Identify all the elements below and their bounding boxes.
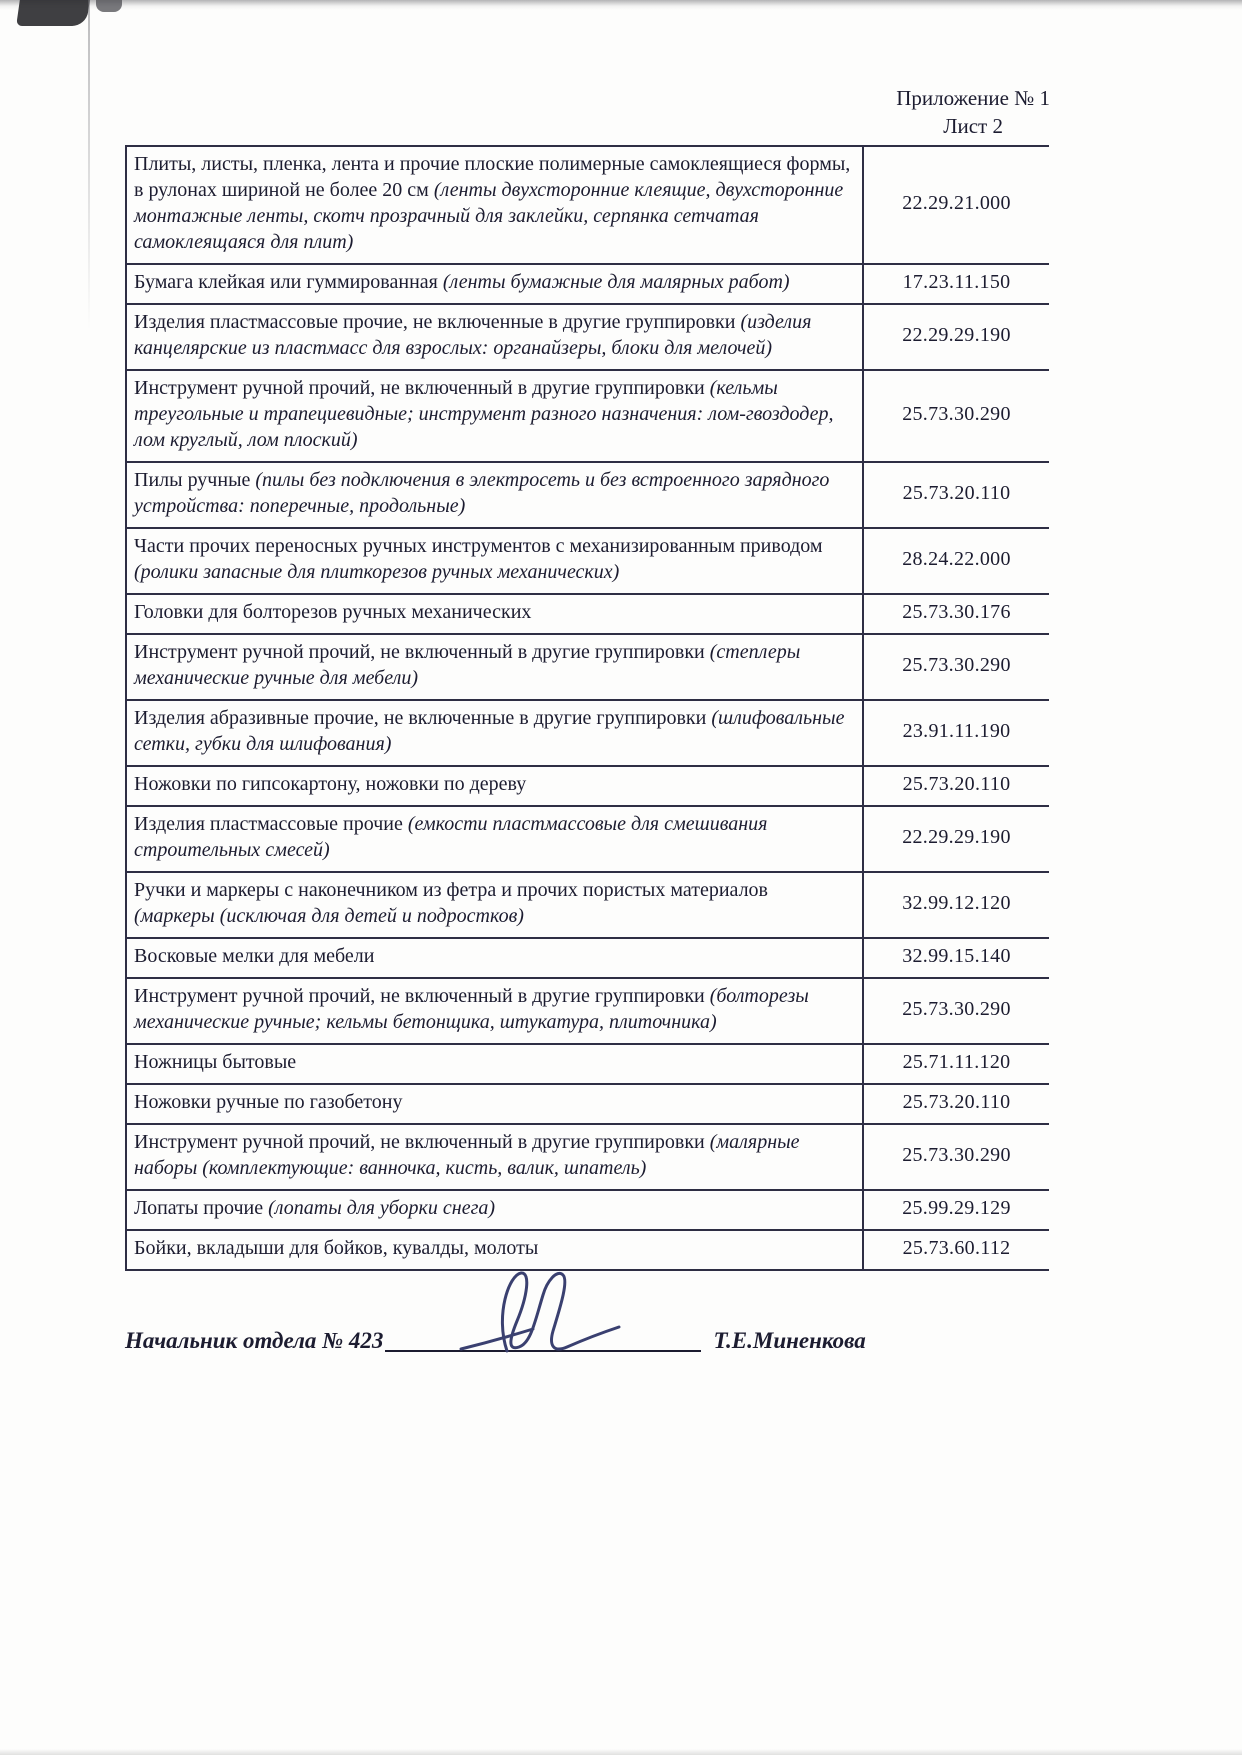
description-italic-note: (болторезы механические ручные; кельмы бетонщика, штукатура, плиточника): [134, 985, 809, 1033]
item-description: [126, 700, 863, 766]
item-description: [126, 872, 863, 938]
item-description: [126, 304, 863, 370]
okpd-code: 28.24.22.000: [863, 528, 1049, 594]
sheet-label: Лист 2: [943, 114, 1003, 138]
table-row: [126, 370, 1049, 462]
signer-name: Т.Е.Миненкова: [713, 1328, 866, 1353]
okpd-code: 25.73.30.290: [863, 370, 1049, 462]
description-italic-note: (шлифовальные сетки, губки для шлифования): [134, 707, 845, 755]
item-description: [126, 806, 863, 872]
okpd-code: 17.23.11.150: [863, 264, 1049, 304]
table-row: [126, 766, 1049, 806]
table-row: [126, 700, 1049, 766]
table-row: [126, 1124, 1049, 1190]
table-row: [126, 634, 1049, 700]
signer-title: Начальник отдела № 423: [125, 1328, 384, 1353]
description-text: Восковые мелки для мебели: [134, 945, 375, 967]
table-body: [126, 146, 1049, 1270]
table-row: [126, 978, 1049, 1044]
item-description: [126, 938, 863, 978]
table-row: [126, 1190, 1049, 1230]
item-description: [126, 1190, 863, 1230]
table-row: [126, 462, 1049, 528]
description-text: Инструмент ручной прочий, не включенный в другие группировки: [134, 641, 710, 663]
scan-artifact-blob: [96, 0, 122, 12]
description-text: Плиты, листы, пленка, лента и прочие плоские полимерные самоклеящиеся формы, в рулонах шириной не более 20 см: [134, 153, 851, 201]
item-description: [126, 528, 863, 594]
signature-block: [125, 1322, 866, 1354]
table-row: [126, 594, 1049, 634]
appendix-label: Приложение № 1: [896, 86, 1050, 110]
description-text: Ножницы бытовые: [134, 1051, 297, 1073]
okpd-code: 25.73.60.112: [863, 1230, 1049, 1270]
description-italic-note: (кельмы треугольные и трапециевидные; инструмент разного назначения: лом-гвоздодер, лом круглый, лом плоский): [134, 377, 834, 451]
table-row: [126, 146, 1049, 264]
description-text: Ножовки ручные по газобетону: [134, 1091, 403, 1113]
table-row: [126, 938, 1049, 978]
okpd-code: 22.29.21.000: [863, 146, 1049, 264]
item-description: [126, 766, 863, 806]
table-row: [126, 528, 1049, 594]
description-text: Головки для болторезов ручных механических: [134, 601, 532, 623]
item-description: [126, 1124, 863, 1190]
table-row: [126, 872, 1049, 938]
item-description: [126, 594, 863, 634]
description-text: Лопаты прочие: [134, 1197, 269, 1219]
table-row: [126, 806, 1049, 872]
description-text: Инструмент ручной прочий, не включенный в другие группировки: [134, 377, 710, 399]
description-italic-note: (изделия канцелярские из пластмасс для взрослых: органайзеры, блоки для мелочей): [134, 311, 812, 359]
okpd-code: 32.99.15.140: [863, 938, 1049, 978]
okpd-code: 25.73.20.110: [863, 1084, 1049, 1124]
description-text: Пилы ручные: [134, 469, 256, 491]
okpd-code: 25.73.30.290: [863, 634, 1049, 700]
description-text: Изделия абразивные прочие, не включенные в другие группировки: [134, 707, 712, 729]
table-row: [126, 264, 1049, 304]
description-text: Изделия пластмассовые прочие, не включенные в другие группировки: [134, 311, 741, 333]
okpd-code: 25.73.20.110: [863, 462, 1049, 528]
description-italic-note: (ролики запасные для плиткорезов ручных механических): [134, 561, 620, 583]
description-italic-note: (пилы без подключения в электросеть и без встроенного зарядного устройства: поперечные, продольные): [134, 469, 830, 517]
description-italic-note: (маркеры (исключая для детей и подростков): [134, 905, 524, 927]
description-text: Ножовки по гипсокартону, ножовки по дереву: [134, 773, 527, 795]
okpd-code: 23.91.11.190: [863, 700, 1049, 766]
item-description: [126, 978, 863, 1044]
description-italic-note: (ленты бумажные для малярных работ): [442, 271, 790, 293]
item-description: [126, 1044, 863, 1084]
description-text: Изделия пластмассовые прочие: [134, 813, 408, 835]
table-row: [126, 304, 1049, 370]
description-italic-note: (малярные наборы (комплектующие: ванночка, кисть, валик, шпатель): [134, 1131, 800, 1179]
okpd-code: 25.73.20.110: [863, 766, 1049, 806]
item-description: [126, 370, 863, 462]
item-description: [126, 634, 863, 700]
scan-edge-shadow-bottom: [0, 1749, 1242, 1755]
description-text: Бумага клейкая или гуммированная: [134, 271, 443, 293]
okpd-code: 22.29.29.190: [863, 806, 1049, 872]
scan-edge-shadow-left: [88, 0, 90, 330]
description-text: Ручки и маркеры с наконечником из фетра и прочих пористых материалов: [134, 879, 769, 901]
okpd-code: 25.99.29.129: [863, 1190, 1049, 1230]
okpd-code: 32.99.12.120: [863, 872, 1049, 938]
description-text: Инструмент ручной прочий, не включенный в другие группировки: [134, 985, 710, 1007]
table-row: [126, 1044, 1049, 1084]
description-text: Бойки, вкладыши для бойков, кувалды, молоты: [134, 1237, 539, 1259]
table-row: [126, 1084, 1049, 1124]
signature-icon: [455, 1263, 625, 1358]
item-description: [126, 462, 863, 528]
okpd-code: 25.71.11.120: [863, 1044, 1049, 1084]
description-italic-note: (ленты двухсторонние клеящие, двухсторонние монтажные ленты, скотч прозрачный для заклейки, серпянка сетчатая самоклеящаяся для плит): [134, 179, 844, 253]
okpd-code: 22.29.29.190: [863, 304, 1049, 370]
description-text: Инструмент ручной прочий, не включенный в другие группировки: [134, 1131, 710, 1153]
okpd-code: 25.73.30.290: [863, 978, 1049, 1044]
okpd-code: 25.73.30.290: [863, 1124, 1049, 1190]
scan-artifact-blob: [16, 0, 90, 26]
description-italic-note: (степлеры механические ручные для мебели): [134, 641, 801, 689]
description-italic-note: (лопаты для уборки снега): [268, 1197, 496, 1219]
classification-table: [125, 145, 1049, 1271]
item-description: [126, 264, 863, 304]
okpd-code: 25.73.30.176: [863, 594, 1049, 634]
description-text: Части прочих переносных ручных инструментов с механизированным приводом: [134, 535, 823, 557]
document-header: [896, 84, 1050, 140]
scan-edge-shadow-top: [0, 0, 1242, 10]
item-description: [126, 146, 863, 264]
description-italic-note: (емкости пластмассовые для смешивания строительных смесей): [134, 813, 768, 861]
signature-line: [385, 1322, 701, 1352]
item-description: [126, 1084, 863, 1124]
